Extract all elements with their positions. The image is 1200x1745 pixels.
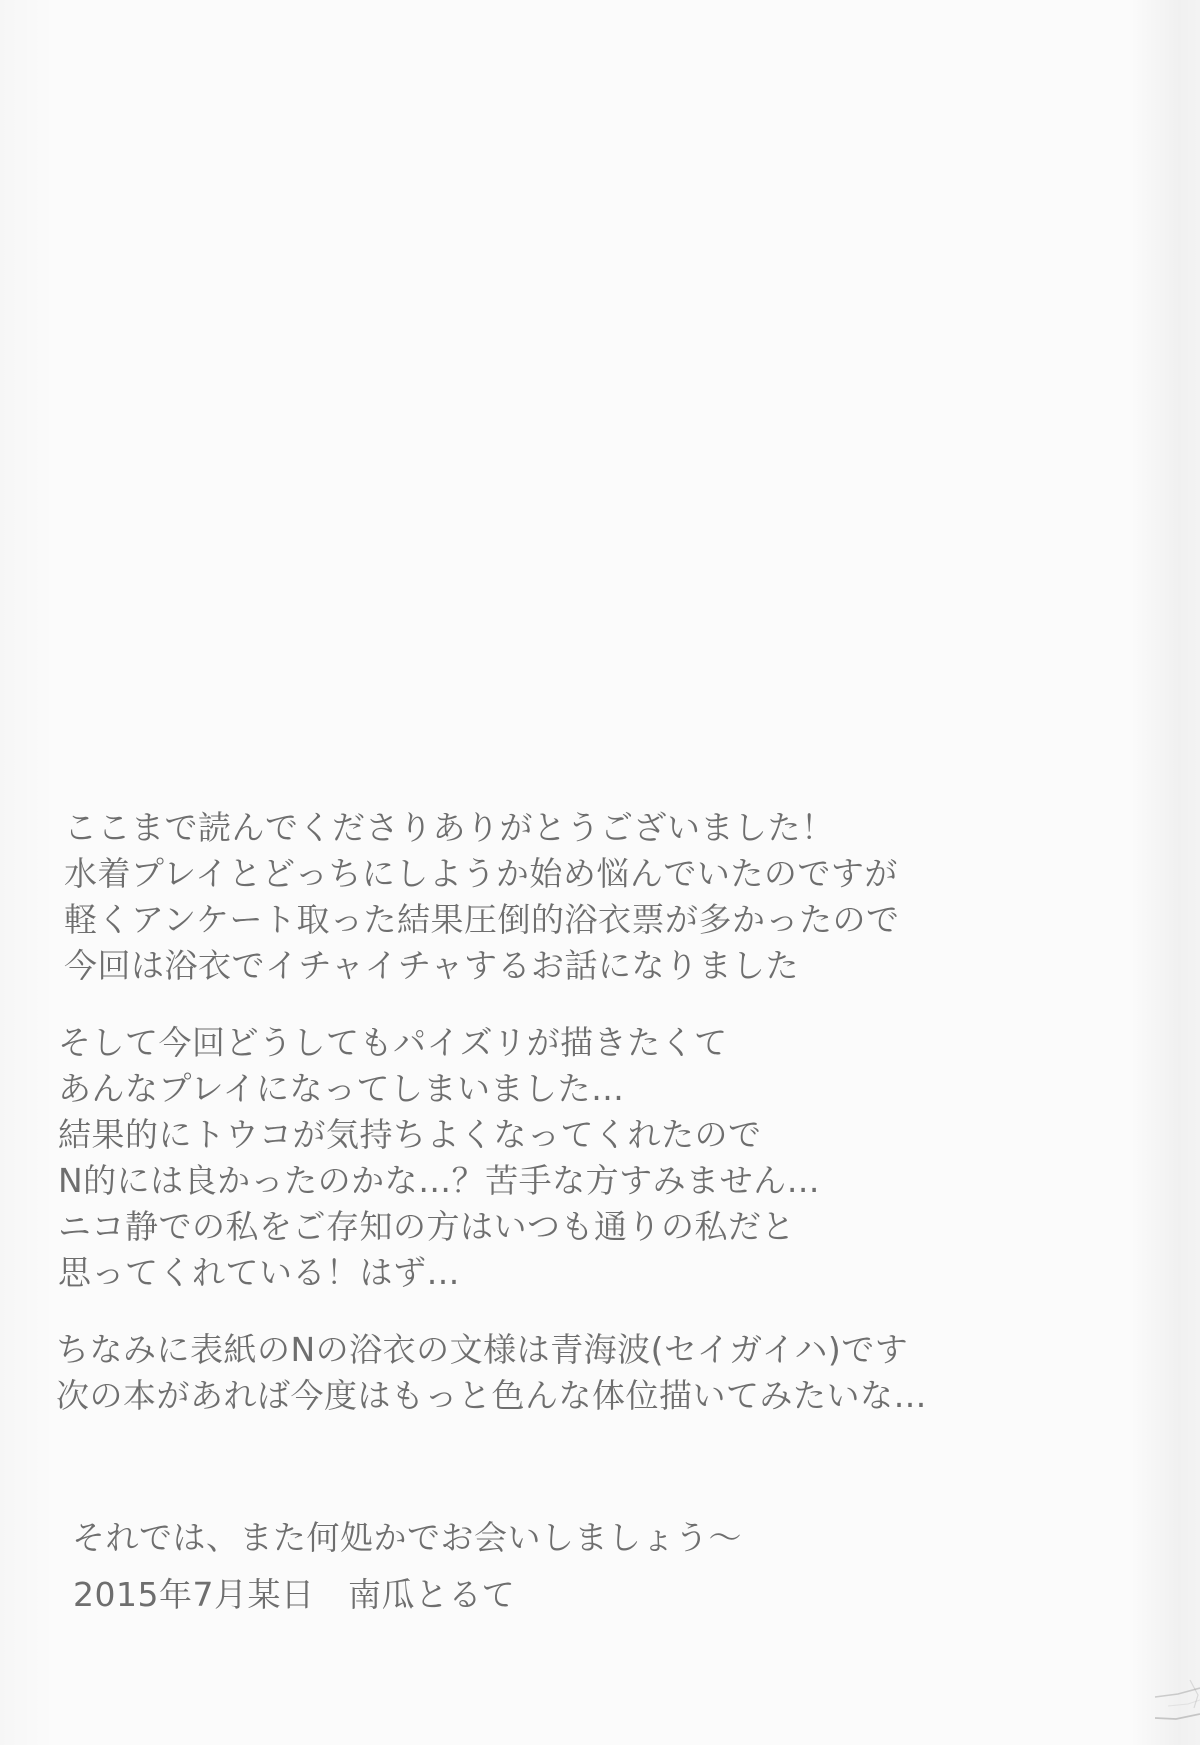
afterword-line: ちなみに表紙のNの浴衣の文様は青海波(セイガイハ)です — [56, 1330, 909, 1369]
afterword-line: あんなプレイになってしまいました… — [58, 1069, 625, 1108]
afterword-line: ここまで読んでくださりありがとうございました！ — [64, 808, 835, 847]
afterword-line: 水着プレイとどっちにしようか始め悩んでいたのですが — [64, 854, 898, 893]
right-edge-scan-shading — [1130, 0, 1200, 1745]
date-and-signature: 2015年7月某日 南瓜とるて — [73, 1575, 516, 1614]
afterword-line: 結果的にトウコが気持ちよくなってくれたので — [58, 1115, 762, 1154]
afterword-line: ニコ静での私をご存知の方はいつも通りの私だと — [58, 1207, 795, 1246]
afterword-line: 軽くアンケート取った結果圧倒的浴衣票が多かったので — [64, 900, 900, 939]
left-edge-scan-shading — [0, 0, 55, 1745]
afterword-paragraph-3 — [56, 1327, 927, 1419]
afterword-paragraph-2 — [58, 1020, 820, 1296]
afterword-paragraph-1 — [64, 805, 900, 989]
afterword-line: 次の本があれば今度はもっと色んな体位描いてみたいな… — [56, 1376, 927, 1415]
afterword-line: 今回は浴衣でイチャイチャするお話になりました — [64, 946, 800, 985]
closing-message: それでは、また何処かでお会いしましょう～ — [72, 1518, 742, 1557]
scan-scratch-artifact — [1108, 1660, 1200, 1740]
afterword-line: そして今回どうしてもパイズリが描きたくて — [58, 1023, 728, 1062]
afterword-line: 思ってくれている！はず… — [58, 1253, 460, 1292]
afterword-line: N的には良かったのかな…？苦手な方すみません… — [58, 1161, 821, 1200]
